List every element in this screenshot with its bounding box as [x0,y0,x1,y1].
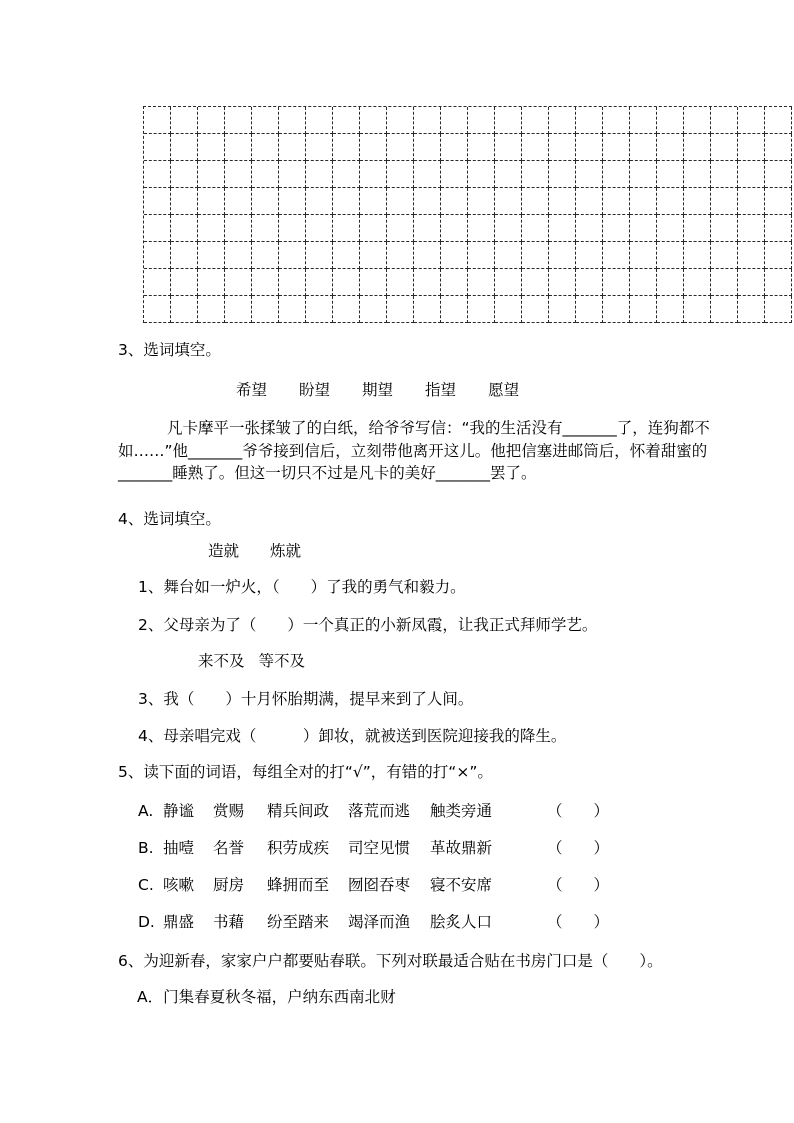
q5-word: 积劳成疾 [267,839,330,857]
writing-grid-cell [603,296,630,323]
writing-grid-cell [738,107,765,134]
writing-grid-cell [576,134,603,161]
writing-grid-cell [603,269,630,296]
writing-grid-cell [333,188,360,215]
writing-grid-cell [495,269,522,296]
writing-grid-cell [765,107,792,134]
writing-grid-cell [657,296,684,323]
q5-word: 赏赐 [213,802,245,820]
writing-grid-cell [279,161,306,188]
writing-grid-cell [765,134,792,161]
writing-grid-cell [576,215,603,242]
writing-grid-cell [495,107,522,134]
writing-grid-cell [468,188,495,215]
writing-grid-cell [225,188,252,215]
writing-grid-cell [333,107,360,134]
writing-grid-cell [495,215,522,242]
writing-grid-cell [549,107,576,134]
q3-option-word: 盼望 [299,381,331,399]
q5-word: 书藉 [213,913,245,931]
writing-grid-cell [738,242,765,269]
writing-grid-cell [252,134,279,161]
writing-grid-cell [279,107,306,134]
writing-grid-cell [225,269,252,296]
writing-grid-cell [576,242,603,269]
writing-grid-cell [441,269,468,296]
writing-grid-cell [171,296,198,323]
writing-grid-cell [630,296,657,323]
writing-grid-cell [171,215,198,242]
writing-grid-cell [414,134,441,161]
writing-grid-cell [684,107,711,134]
q4-title: 4、选词填空。 [118,510,221,528]
writing-grid-cell [198,242,225,269]
writing-grid-cell [252,188,279,215]
writing-grid-cell [387,215,414,242]
q5-word: 蜂拥而至 [267,876,330,894]
writing-grid-cell [765,188,792,215]
writing-grid-cell [657,188,684,215]
writing-grid-cell [360,134,387,161]
writing-grid-cell [414,296,441,323]
q4-option-word: 等不及 [258,652,306,670]
q3-option-word: 期望 [362,381,394,399]
writing-grid-cell [306,242,333,269]
writing-grid-cell [657,242,684,269]
writing-grid-cell [711,215,738,242]
writing-grid-cell [171,107,198,134]
writing-grid-cell [387,269,414,296]
writing-grid-cell [711,107,738,134]
writing-grid-cell [198,161,225,188]
writing-grid-cell [171,242,198,269]
writing-grid-cell [495,242,522,269]
writing-grid-cell [576,269,603,296]
writing-grid-cell [333,242,360,269]
q5-row-d [138,913,609,932]
writing-grid-cell [333,269,360,296]
writing-grid-cell [279,188,306,215]
writing-grid-cell [549,188,576,215]
writing-grid-cell [684,134,711,161]
q4-word-options-group1 [208,542,301,561]
writing-grid-cell [144,269,171,296]
writing-grid-cell [738,161,765,188]
writing-grid-cell [495,161,522,188]
writing-grid-cell [225,296,252,323]
writing-grid-cell [252,161,279,188]
writing-grid-cell [333,161,360,188]
writing-grid-cell [333,134,360,161]
q6-option-a: A．门集春夏秋冬福，户纳东西南北财 [137,988,396,1006]
writing-grid-cell [603,242,630,269]
writing-grid-cell [549,134,576,161]
writing-grid-cell [279,269,306,296]
writing-grid-cell [468,215,495,242]
writing-grid-cell [414,269,441,296]
writing-grid-cell [198,134,225,161]
writing-grid-cell [306,107,333,134]
writing-grid-cell [360,215,387,242]
writing-grid-cell [441,296,468,323]
q5-word: 触类旁通 [430,802,493,820]
writing-grid-cell [144,107,171,134]
writing-grid-cell [657,269,684,296]
writing-grid-cell [441,107,468,134]
writing-grid-cell [711,296,738,323]
q4-item-4: 4、母亲唱完戏（ ）卸妆，就被送到医院迎接我的降生。 [138,727,567,745]
q5-word: 鼎盛 [163,913,195,931]
writing-grid-cell [441,188,468,215]
writing-grid-cell [603,215,630,242]
writing-grid-cell [225,107,252,134]
writing-grid-cell [279,215,306,242]
writing-grid-cell [360,188,387,215]
q4-option-word: 来不及 [198,652,245,670]
writing-grid-cell [711,161,738,188]
writing-grid-cell [657,215,684,242]
writing-grid-cell [198,107,225,134]
writing-grid-cell [765,242,792,269]
writing-grid-cell [387,161,414,188]
writing-grid-cell [522,215,549,242]
writing-grid-cell [711,134,738,161]
writing-grid-cell [522,269,549,296]
writing-grid-cell [144,215,171,242]
q5-word: 抽噎 [163,839,195,857]
writing-grid-cell [549,161,576,188]
q5-word: 寝不安席 [430,876,493,894]
writing-grid-cell [522,188,549,215]
writing-grid-cell [198,188,225,215]
q5-word: 落荒而逃 [348,802,411,820]
writing-grid-cell [360,269,387,296]
writing-grid-cell [306,215,333,242]
writing-grid-cell [738,215,765,242]
writing-grid-cell [522,134,549,161]
q3-paragraph-line-1: 凡卡摩平一张揉皱了的白纸，给爷爷写信：“我的生活没有_______了，连狗都不 [167,419,710,437]
q5-word: 纷至踏来 [267,913,330,931]
writing-grid-cell [765,215,792,242]
q5-row-a [138,802,609,821]
writing-grid-cell [387,188,414,215]
q5-word: 厨房 [213,876,245,894]
q3-title: 3、选词填空。 [118,341,221,359]
writing-grid-cell [387,107,414,134]
writing-grid-cell [171,269,198,296]
writing-grid-cell [630,107,657,134]
q5-row-b [138,839,609,858]
writing-grid-cell [441,134,468,161]
writing-grid-cell [765,296,792,323]
writing-grid-cell [765,161,792,188]
writing-grid-cell [657,134,684,161]
q5-word: 司空见惯 [348,839,411,857]
q3-option-word: 希望 [236,381,268,399]
writing-grid-cell [360,161,387,188]
writing-grid-cell [495,188,522,215]
q5-word: 囫囵吞枣 [348,876,411,894]
writing-grid-cell [468,161,495,188]
writing-grid-cell [522,161,549,188]
writing-grid-cell [252,215,279,242]
writing-grid-cell [279,296,306,323]
writing-grid-cell [603,161,630,188]
writing-grid-cell [765,269,792,296]
writing-grid-cell [576,296,603,323]
writing-grid-cell [387,242,414,269]
writing-grid-cell [144,188,171,215]
q5-word: 竭泽而渔 [348,913,411,931]
writing-grid-cell [549,296,576,323]
writing-grid-cell [468,296,495,323]
writing-grid-cell [603,188,630,215]
writing-grid-cell [576,188,603,215]
writing-grid-cell [171,188,198,215]
writing-grid-cell [576,107,603,134]
q5-answer-parens: （ ） [547,913,610,931]
writing-grid-cell [414,107,441,134]
writing-grid-cell [522,296,549,323]
q4-item-3: 3、我（ ）十月怀胎期满，提早来到了人间。 [138,690,474,708]
writing-grid-cell [225,215,252,242]
writing-grid-cell [414,188,441,215]
q5-row-letter: A. [138,802,154,820]
q5-row-letter: D. [138,913,155,931]
writing-grid-cell [333,215,360,242]
writing-grid-cell [495,296,522,323]
writing-grid-cell [252,107,279,134]
q3-option-word: 愿望 [488,381,520,399]
writing-grid-cell [279,242,306,269]
writing-grid-cell [198,215,225,242]
writing-grid [143,106,792,323]
writing-grid-cell [684,296,711,323]
q5-title: 5、读下面的词语，每组全对的打“√”，有错的打“×”。 [118,763,493,781]
q5-word: 名誉 [213,839,245,857]
q5-word: 脍炙人口 [430,913,493,931]
writing-grid-cell [414,215,441,242]
writing-grid-cell [630,215,657,242]
q3-word-options [236,381,519,400]
q6-title: 6、为迎新春，家家户户都要贴春联。下列对联最适合贴在书房门口是（ ）。 [118,952,663,970]
q4-item-2: 2、父母亲为了（ ）一个真正的小新凤霞，让我正式拜师学艺。 [138,616,598,634]
q5-row-letter: C. [138,876,154,894]
writing-grid-cell [711,242,738,269]
writing-grid-cell [252,269,279,296]
writing-grid-cell [522,242,549,269]
writing-grid-cell [684,269,711,296]
writing-grid-cell [360,296,387,323]
writing-grid-cell [171,161,198,188]
q5-word: 革故鼎新 [430,839,493,857]
writing-grid-cell [468,134,495,161]
writing-grid-cell [441,215,468,242]
writing-grid-cell [711,269,738,296]
writing-grid-cell [360,107,387,134]
writing-grid-cell [630,161,657,188]
writing-grid-cell [387,134,414,161]
writing-grid-cell [414,161,441,188]
writing-grid-cell [684,242,711,269]
writing-grid-cell [144,161,171,188]
writing-grid-cell [387,296,414,323]
writing-grid-cell [630,188,657,215]
writing-grid-cell [630,269,657,296]
writing-grid-cell [711,188,738,215]
writing-grid-cell [684,188,711,215]
writing-grid-cell [225,242,252,269]
q3-paragraph-line-3: _______睡熟了。但这一切只不过是凡卡的美好_______罢了。 [118,464,537,482]
writing-grid-cell [603,134,630,161]
q4-option-word: 炼就 [270,542,302,560]
q5-row-c [138,876,609,895]
writing-grid-cell [225,134,252,161]
writing-grid-cell [279,134,306,161]
q5-row-letter: B. [138,839,154,857]
writing-grid-cell [144,296,171,323]
writing-grid-cell [495,134,522,161]
q4-word-options-group2 [198,652,305,671]
writing-grid-cell [306,161,333,188]
writing-grid-cell [441,242,468,269]
q5-answer-parens: （ ） [547,839,610,857]
writing-grid-cell [225,161,252,188]
writing-grid-cell [522,107,549,134]
writing-grid-cell [360,242,387,269]
writing-grid-cell [441,161,468,188]
writing-grid-cell [549,215,576,242]
writing-grid-cell [630,134,657,161]
writing-grid-cell [549,242,576,269]
q5-word: 咳嗽 [163,876,195,894]
writing-grid-cell [738,134,765,161]
writing-grid-cell [684,215,711,242]
q3-paragraph-line-2: 如……”他_______爷爷接到信后，立刻带他离开这儿。他把信塞进邮筒后，怀着甜蜜的 [118,442,708,460]
writing-grid-cell [657,107,684,134]
writing-grid-cell [468,107,495,134]
writing-grid-cell [684,161,711,188]
writing-grid-cell [468,242,495,269]
writing-grid-cell [171,134,198,161]
writing-grid-cell [576,161,603,188]
writing-grid-cell [414,242,441,269]
writing-grid-cell [252,296,279,323]
q3-option-word: 指望 [425,381,457,399]
writing-grid-cell [738,296,765,323]
writing-grid-cell [306,188,333,215]
writing-grid-cell [333,296,360,323]
writing-grid-cell [306,296,333,323]
writing-grid-cell [549,269,576,296]
writing-grid-cell [603,107,630,134]
writing-grid-cell [630,242,657,269]
q5-word: 静谧 [163,802,195,820]
q4-item-1: 1、舞台如一炉火，（ ）了我的勇气和毅力。 [138,578,466,596]
writing-grid-cell [657,161,684,188]
q5-answer-parens: （ ） [547,876,610,894]
q5-word: 精兵间政 [267,802,330,820]
q4-option-word: 造就 [208,542,240,560]
writing-grid-cell [738,269,765,296]
writing-grid-cell [306,269,333,296]
writing-grid-cell [468,269,495,296]
writing-grid-cell [198,296,225,323]
writing-grid-cell [198,269,225,296]
writing-grid-cell [738,188,765,215]
writing-grid-cell [252,242,279,269]
writing-grid-cell [144,134,171,161]
q5-answer-parens: （ ） [547,802,610,820]
writing-grid-cell [306,134,333,161]
writing-grid-cell [144,242,171,269]
